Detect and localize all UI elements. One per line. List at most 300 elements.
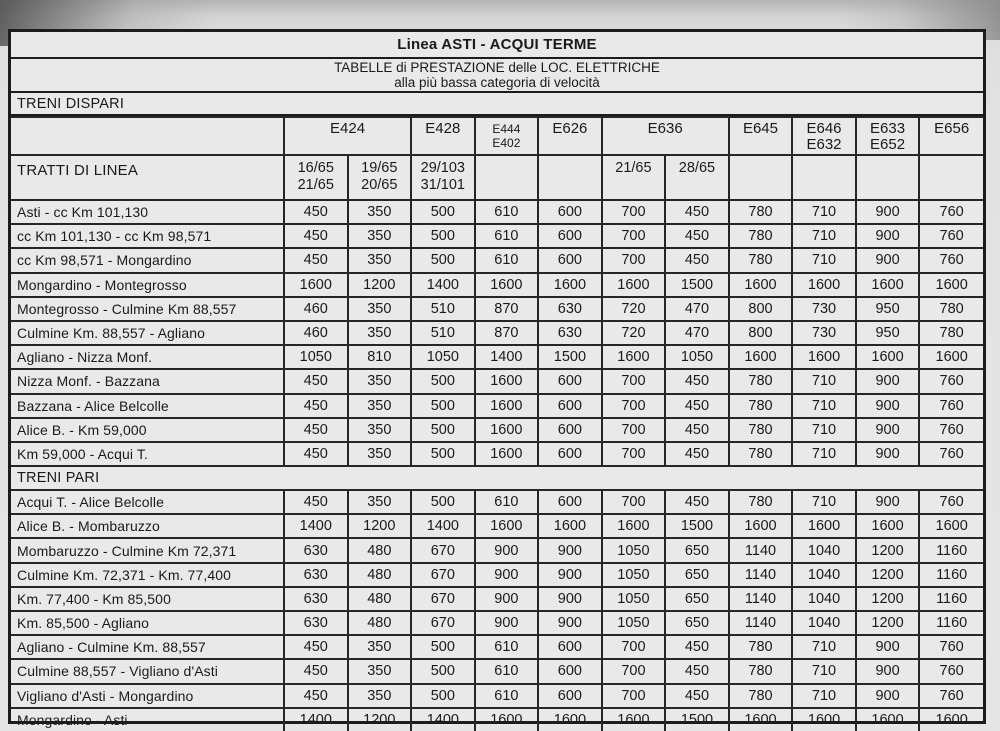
performance-value: 900 [856, 200, 920, 224]
table-row [11, 538, 983, 562]
performance-value: 1160 [919, 587, 983, 611]
performance-value: 900 [856, 490, 920, 514]
performance-value: 480 [348, 587, 412, 611]
performance-value: 450 [284, 394, 348, 418]
speed-category-row [11, 155, 983, 200]
performance-value: 1050 [602, 538, 666, 562]
table-row [11, 587, 983, 611]
performance-value: 760 [919, 369, 983, 393]
table-row [11, 200, 983, 224]
performance-value: 450 [665, 394, 729, 418]
performance-value: 900 [856, 248, 920, 272]
performance-value: 500 [411, 659, 475, 683]
performance-value: 600 [538, 394, 602, 418]
tratta-label: Culmine Km. 88,557 - Agliano [11, 321, 284, 345]
performance-value: 1600 [602, 514, 666, 538]
performance-value: 1040 [792, 611, 856, 635]
tratta-label: Montegrosso - Culmine Km 88,557 [11, 297, 284, 321]
performance-value: 600 [538, 248, 602, 272]
performance-value: 1400 [411, 708, 475, 731]
speed-category-header: 19/65 20/65 [348, 155, 412, 200]
performance-value: 670 [411, 611, 475, 635]
performance-value: 900 [856, 394, 920, 418]
performance-value: 760 [919, 394, 983, 418]
performance-value: 1200 [856, 587, 920, 611]
performance-value: 1400 [411, 273, 475, 297]
performance-value: 900 [856, 224, 920, 248]
performance-value: 710 [792, 369, 856, 393]
performance-value: 900 [856, 418, 920, 442]
performance-value: 730 [792, 297, 856, 321]
performance-value: 650 [665, 563, 729, 587]
performance-value: 450 [665, 442, 729, 466]
performance-value: 1200 [856, 563, 920, 587]
performance-value: 600 [538, 635, 602, 659]
performance-value: 350 [348, 442, 412, 466]
performance-value: 1600 [856, 273, 920, 297]
performance-value: 1050 [602, 611, 666, 635]
performance-value: 1600 [475, 708, 539, 731]
performance-value: 870 [475, 297, 539, 321]
performance-value: 600 [538, 659, 602, 683]
performance-value: 480 [348, 538, 412, 562]
performance-value: 1600 [729, 708, 793, 731]
table-subtitle [11, 59, 983, 93]
performance-value: 1140 [729, 611, 793, 635]
performance-value: 450 [284, 200, 348, 224]
performance-value: 1600 [538, 514, 602, 538]
performance-value: 1600 [475, 418, 539, 442]
table-row [11, 563, 983, 587]
table-body [11, 200, 983, 731]
loco-class-header: E656 [919, 117, 983, 155]
performance-value: 900 [538, 611, 602, 635]
performance-value: 710 [792, 394, 856, 418]
performance-value: 1500 [665, 514, 729, 538]
performance-value: 780 [729, 248, 793, 272]
performance-value: 460 [284, 297, 348, 321]
performance-value: 500 [411, 248, 475, 272]
tratta-label: Nizza Monf. - Bazzana [11, 369, 284, 393]
section-treni-dispari: TRENI DISPARI [11, 93, 983, 116]
performance-value: 1140 [729, 538, 793, 562]
performance-value: 760 [919, 659, 983, 683]
performance-value: 900 [856, 684, 920, 708]
loco-class-header: E424 [284, 117, 411, 155]
performance-value: 1160 [919, 563, 983, 587]
tratta-label: cc Km 98,571 - Mongardino [11, 248, 284, 272]
speed-category-header [792, 155, 856, 200]
performance-value: 1600 [792, 345, 856, 369]
performance-value: 1050 [411, 345, 475, 369]
loco-class-header: E428 [411, 117, 475, 155]
performance-value: 500 [411, 442, 475, 466]
loco-class-header: E646 E632 [792, 117, 856, 155]
table-row [11, 297, 983, 321]
performance-value: 350 [348, 224, 412, 248]
performance-value: 450 [284, 442, 348, 466]
table-row [11, 442, 983, 466]
performance-value: 800 [729, 297, 793, 321]
performance-value: 1200 [348, 708, 412, 731]
performance-value: 760 [919, 442, 983, 466]
performance-value: 730 [792, 321, 856, 345]
tratta-label: Culmine 88,557 - Vigliano d'Asti [11, 659, 284, 683]
tratta-label: Alice B. - Km 59,000 [11, 418, 284, 442]
performance-value: 1600 [475, 369, 539, 393]
performance-value: 810 [348, 345, 412, 369]
performance-value: 500 [411, 684, 475, 708]
section-treni-pari-label: TRENI PARI [11, 466, 983, 490]
performance-value: 1040 [792, 538, 856, 562]
performance-value: 670 [411, 538, 475, 562]
performance-value: 450 [284, 635, 348, 659]
performance-value: 1600 [792, 708, 856, 731]
table-row [11, 224, 983, 248]
performance-value: 1050 [665, 345, 729, 369]
performance-value: 720 [602, 297, 666, 321]
performance-value: 1600 [856, 514, 920, 538]
tratta-label: Mongardino - Montegrosso [11, 273, 284, 297]
performance-value: 350 [348, 659, 412, 683]
performance-value: 600 [538, 200, 602, 224]
performance-value: 350 [348, 369, 412, 393]
performance-value: 1160 [919, 538, 983, 562]
performance-value: 780 [729, 369, 793, 393]
subtitle-line-2: alla più bassa categoria di velocità [394, 75, 600, 90]
performance-value: 1050 [602, 563, 666, 587]
performance-value: 450 [665, 200, 729, 224]
loco-class-header: E626 [538, 117, 602, 155]
performance-value: 900 [538, 587, 602, 611]
performance-value: 450 [665, 490, 729, 514]
performance-value: 1200 [348, 514, 412, 538]
performance-value: 450 [284, 490, 348, 514]
subtitle-line-1: TABELLE di PRESTAZIONE delle LOC. ELETTRICHE [334, 59, 660, 75]
table-row [11, 490, 983, 514]
table-row [11, 514, 983, 538]
performance-value: 1600 [919, 273, 983, 297]
table-row [11, 635, 983, 659]
performance-value: 510 [411, 297, 475, 321]
performance-value: 460 [284, 321, 348, 345]
performance-value: 1140 [729, 563, 793, 587]
performance-value: 1600 [475, 273, 539, 297]
speed-category-header [538, 155, 602, 200]
performance-value: 450 [665, 659, 729, 683]
table-row [11, 611, 983, 635]
performance-value: 610 [475, 659, 539, 683]
performance-value: 1140 [729, 587, 793, 611]
performance-value: 600 [538, 418, 602, 442]
performance-value: 900 [538, 563, 602, 587]
performance-value: 450 [284, 684, 348, 708]
performance-value: 760 [919, 635, 983, 659]
performance-value: 1500 [665, 708, 729, 731]
performance-value: 780 [729, 394, 793, 418]
performance-value: 650 [665, 611, 729, 635]
performance-value: 1600 [602, 273, 666, 297]
performance-value: 450 [665, 635, 729, 659]
performance-value: 500 [411, 490, 475, 514]
performance-value: 450 [665, 248, 729, 272]
performance-value: 1600 [919, 708, 983, 731]
performance-value: 450 [284, 224, 348, 248]
performance-value: 1400 [475, 345, 539, 369]
performance-value: 480 [348, 563, 412, 587]
performance-value: 710 [792, 442, 856, 466]
performance-value: 1600 [729, 273, 793, 297]
loco-class-header: E444 E402 [475, 117, 539, 155]
performance-value: 760 [919, 248, 983, 272]
performance-value: 780 [729, 418, 793, 442]
performance-value: 1160 [919, 611, 983, 635]
performance-value: 450 [665, 684, 729, 708]
speed-category-header [729, 155, 793, 200]
performance-value: 1600 [602, 345, 666, 369]
loco-class-header: E636 [602, 117, 729, 155]
performance-value: 450 [665, 418, 729, 442]
performance-value: 1600 [602, 708, 666, 731]
performance-value: 1400 [411, 514, 475, 538]
performance-value: 710 [792, 418, 856, 442]
performance-value: 1050 [602, 587, 666, 611]
performance-value: 450 [665, 224, 729, 248]
performance-value: 780 [729, 659, 793, 683]
performance-value: 1200 [856, 538, 920, 562]
tratta-label: Asti - cc Km 101,130 [11, 200, 284, 224]
performance-value: 760 [919, 490, 983, 514]
speed-category-header [475, 155, 539, 200]
tratta-label: Mongardino - Asti [11, 708, 284, 731]
performance-value: 600 [538, 442, 602, 466]
table-row [11, 659, 983, 683]
performance-value: 610 [475, 200, 539, 224]
performance-value: 480 [348, 611, 412, 635]
performance-value: 1600 [919, 514, 983, 538]
performance-value: 350 [348, 200, 412, 224]
performance-value: 1600 [919, 345, 983, 369]
performance-value: 780 [729, 442, 793, 466]
performance-value: 900 [856, 442, 920, 466]
performance-value: 350 [348, 297, 412, 321]
performance-value: 630 [284, 563, 348, 587]
performance-value: 630 [538, 321, 602, 345]
performance-value: 350 [348, 684, 412, 708]
performance-value: 700 [602, 200, 666, 224]
loco-class-header: E645 [729, 117, 793, 155]
performance-value: 780 [729, 635, 793, 659]
tratta-label: Acqui T. - Alice Belcolle [11, 490, 284, 514]
performance-value: 700 [602, 659, 666, 683]
performance-value: 700 [602, 248, 666, 272]
performance-value: 1600 [792, 273, 856, 297]
performance-value: 700 [602, 684, 666, 708]
performance-value: 610 [475, 248, 539, 272]
speed-category-header: 29/103 31/101 [411, 155, 475, 200]
tratta-label: Vigliano d'Asti - Mongardino [11, 684, 284, 708]
loco-class-header: E633 E652 [856, 117, 920, 155]
table-row [11, 273, 983, 297]
table-row [11, 248, 983, 272]
performance-value: 600 [538, 224, 602, 248]
table-row [11, 708, 983, 731]
performance-value: 760 [919, 224, 983, 248]
performance-value: 510 [411, 321, 475, 345]
performance-value: 760 [919, 684, 983, 708]
section-treni-pari-row [11, 466, 983, 490]
performance-value: 700 [602, 635, 666, 659]
performance-value: 1600 [538, 708, 602, 731]
performance-value: 700 [602, 394, 666, 418]
performance-value: 700 [602, 369, 666, 393]
table-row [11, 418, 983, 442]
performance-value: 1040 [792, 587, 856, 611]
performance-value: 600 [538, 369, 602, 393]
tratta-label: Km. 85,500 - Agliano [11, 611, 284, 635]
performance-value: 470 [665, 321, 729, 345]
performance-value: 710 [792, 684, 856, 708]
performance-value: 610 [475, 684, 539, 708]
performance-value: 780 [729, 200, 793, 224]
performance-table [11, 116, 983, 731]
performance-value: 610 [475, 224, 539, 248]
performance-value: 1600 [792, 514, 856, 538]
performance-value: 1600 [729, 514, 793, 538]
performance-value: 720 [602, 321, 666, 345]
performance-value: 710 [792, 659, 856, 683]
performance-value: 500 [411, 224, 475, 248]
performance-value: 700 [602, 224, 666, 248]
speed-category-header: 21/65 [602, 155, 666, 200]
performance-value: 1400 [284, 708, 348, 731]
performance-value: 630 [284, 587, 348, 611]
performance-value: 630 [538, 297, 602, 321]
performance-value: 610 [475, 490, 539, 514]
performance-value: 900 [475, 587, 539, 611]
performance-value: 1600 [284, 273, 348, 297]
performance-value: 780 [729, 490, 793, 514]
performance-value: 710 [792, 224, 856, 248]
performance-value: 710 [792, 490, 856, 514]
performance-value: 630 [284, 611, 348, 635]
loco-class-row [11, 117, 983, 155]
performance-value: 1500 [665, 273, 729, 297]
line-title: Linea ASTI - ACQUI TERME [11, 32, 983, 59]
tratti-di-linea-header: TRATTI DI LINEA [11, 155, 284, 200]
performance-value: 450 [284, 418, 348, 442]
speed-category-header: 28/65 [665, 155, 729, 200]
speed-category-header [856, 155, 920, 200]
corner-empty-cell [11, 117, 284, 155]
performance-value: 500 [411, 394, 475, 418]
performance-value: 470 [665, 297, 729, 321]
performance-value: 1200 [348, 273, 412, 297]
scanned-table-page [8, 29, 986, 729]
performance-value: 350 [348, 248, 412, 272]
performance-value: 800 [729, 321, 793, 345]
performance-value: 900 [475, 563, 539, 587]
performance-value: 650 [665, 538, 729, 562]
performance-value: 500 [411, 200, 475, 224]
performance-value: 900 [538, 538, 602, 562]
performance-value: 710 [792, 635, 856, 659]
performance-value: 450 [284, 659, 348, 683]
performance-value: 500 [411, 369, 475, 393]
performance-value: 670 [411, 587, 475, 611]
performance-value: 1600 [856, 708, 920, 731]
performance-value: 1040 [792, 563, 856, 587]
performance-value: 700 [602, 490, 666, 514]
performance-value: 350 [348, 394, 412, 418]
table-row [11, 684, 983, 708]
speed-category-header: 16/65 21/65 [284, 155, 348, 200]
performance-value: 700 [602, 442, 666, 466]
performance-value: 630 [284, 538, 348, 562]
tratta-label: Bazzana - Alice Belcolle [11, 394, 284, 418]
speed-category-header [919, 155, 983, 200]
performance-value: 900 [856, 369, 920, 393]
performance-value: 950 [856, 297, 920, 321]
performance-value: 1600 [475, 394, 539, 418]
performance-value: 350 [348, 635, 412, 659]
performance-value: 780 [919, 297, 983, 321]
performance-value: 1600 [856, 345, 920, 369]
tratta-label: Agliano - Culmine Km. 88,557 [11, 635, 284, 659]
performance-value: 450 [284, 248, 348, 272]
performance-value: 1600 [475, 442, 539, 466]
performance-value: 870 [475, 321, 539, 345]
performance-value: 1600 [729, 345, 793, 369]
performance-value: 780 [729, 224, 793, 248]
tratta-label: Agliano - Nizza Monf. [11, 345, 284, 369]
performance-value: 760 [919, 418, 983, 442]
tratta-label: Mombaruzzo - Culmine Km 72,371 [11, 538, 284, 562]
performance-value: 900 [475, 538, 539, 562]
performance-value: 350 [348, 321, 412, 345]
performance-value: 650 [665, 587, 729, 611]
performance-value: 1600 [538, 273, 602, 297]
performance-value: 760 [919, 200, 983, 224]
tratta-label: Km 59,000 - Acqui T. [11, 442, 284, 466]
table-row [11, 394, 983, 418]
performance-value: 900 [856, 659, 920, 683]
table-row [11, 321, 983, 345]
tratta-label: Culmine Km. 72,371 - Km. 77,400 [11, 563, 284, 587]
performance-value: 1600 [475, 514, 539, 538]
performance-value: 500 [411, 635, 475, 659]
tratta-label: cc Km 101,130 - cc Km 98,571 [11, 224, 284, 248]
performance-value: 780 [919, 321, 983, 345]
performance-value: 710 [792, 200, 856, 224]
table-header [11, 117, 983, 200]
performance-value: 450 [665, 369, 729, 393]
performance-value: 500 [411, 418, 475, 442]
performance-value: 350 [348, 490, 412, 514]
performance-value: 950 [856, 321, 920, 345]
performance-value: 350 [348, 418, 412, 442]
performance-value: 900 [475, 611, 539, 635]
tratta-label: Km. 77,400 - Km 85,500 [11, 587, 284, 611]
performance-value: 780 [729, 684, 793, 708]
performance-value: 450 [284, 369, 348, 393]
table-row [11, 369, 983, 393]
performance-value: 600 [538, 490, 602, 514]
performance-value: 1200 [856, 611, 920, 635]
performance-value: 670 [411, 563, 475, 587]
performance-value: 1500 [538, 345, 602, 369]
performance-value: 600 [538, 684, 602, 708]
